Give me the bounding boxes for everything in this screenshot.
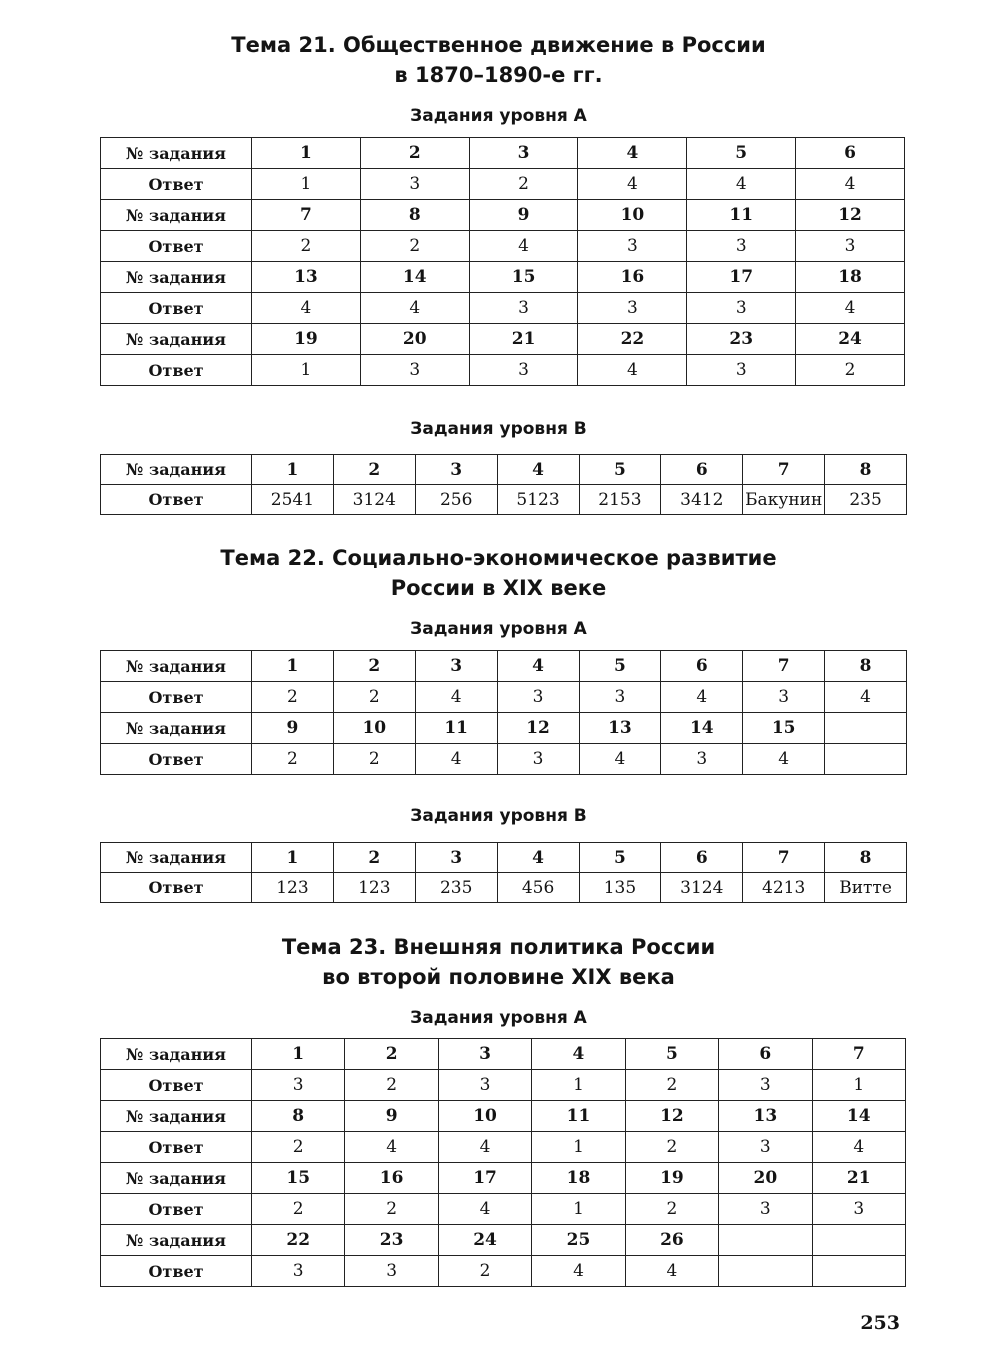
task-number-label: № задания — [101, 843, 252, 873]
answer-label: Ответ — [101, 744, 252, 775]
task-number-cell: 9 — [252, 713, 334, 744]
answer-cell: 4 — [796, 169, 905, 200]
task-number-cell: 12 — [625, 1101, 718, 1132]
task-number-cell: 15 — [469, 262, 578, 293]
answer-cell: 4 — [825, 682, 907, 713]
task-number-cell: 2 — [333, 843, 415, 873]
answer-cell: 3 — [719, 1132, 812, 1163]
answer-label: Ответ — [101, 485, 252, 515]
answer-label: Ответ — [101, 355, 252, 386]
task-number-cell: 2 — [333, 455, 415, 485]
answer-cell: 3 — [812, 1194, 905, 1225]
answer-cell: 2 — [360, 231, 469, 262]
task-number-row — [101, 1039, 906, 1070]
task-number-cell: 7 — [252, 200, 361, 231]
task-number-cell: 4 — [497, 651, 579, 682]
answer-cell: 2 — [333, 744, 415, 775]
topic-22-title-line2: России в XIX веке — [390, 576, 607, 600]
topic-23-level-a-table — [100, 1038, 906, 1287]
topic-22-level-b-title: Задания уровня В — [410, 806, 587, 826]
answer-cell: 3 — [497, 682, 579, 713]
answer-row — [101, 1256, 906, 1287]
answer-row — [101, 169, 905, 200]
task-number-cell: 15 — [743, 713, 825, 744]
answer-row — [101, 1070, 906, 1101]
task-number-cell: 10 — [438, 1101, 531, 1132]
task-number-cell: 6 — [661, 455, 743, 485]
answer-cell: 3 — [469, 355, 578, 386]
task-number-cell: 4 — [532, 1039, 625, 1070]
answer-cell: 135 — [579, 873, 661, 903]
task-number-label: № задания — [101, 138, 252, 169]
answer-cell: 2153 — [579, 485, 661, 515]
answer-row — [101, 1132, 906, 1163]
task-number-label: № задания — [101, 1225, 252, 1256]
topic-23-title-line2: во второй половине XIX века — [322, 965, 675, 989]
answer-cell: 3 — [252, 1256, 345, 1287]
answer-cell: 2 — [333, 682, 415, 713]
answer-cell: 3124 — [333, 485, 415, 515]
task-number-cell: 3 — [415, 651, 497, 682]
answer-label: Ответ — [101, 682, 252, 713]
task-number-cell: 1 — [252, 1039, 345, 1070]
task-number-cell: 2 — [333, 651, 415, 682]
page-number: 253 — [860, 1312, 900, 1334]
task-number-label: № задания — [101, 324, 252, 355]
answer-cell: 123 — [333, 873, 415, 903]
topic-21-title-line2: в 1870–1890-е гг. — [394, 63, 603, 87]
topic-22-level-a-title: Задания уровня А — [410, 619, 587, 639]
answer-row — [101, 293, 905, 324]
answer-cell: 4 — [743, 744, 825, 775]
topic-22-level-b-table — [100, 842, 907, 903]
task-number-cell: 7 — [743, 455, 825, 485]
answer-cell: 3 — [252, 1070, 345, 1101]
task-number-row — [101, 324, 905, 355]
task-number-row — [101, 1225, 906, 1256]
answer-cell: 3 — [719, 1070, 812, 1101]
task-number-label: № задания — [101, 1039, 252, 1070]
answer-cell: 3 — [743, 682, 825, 713]
answer-cell: 256 — [415, 485, 497, 515]
task-number-cell: 6 — [796, 138, 905, 169]
task-number-row — [101, 651, 907, 682]
task-number-cell: 4 — [578, 138, 687, 169]
task-number-cell: 5 — [579, 651, 661, 682]
answer-cell: 3 — [687, 355, 796, 386]
task-number-cell: 18 — [532, 1163, 625, 1194]
answer-cell: 3 — [469, 293, 578, 324]
task-number-cell: 8 — [825, 843, 907, 873]
task-number-cell: 15 — [252, 1163, 345, 1194]
answer-cell: 4 — [532, 1256, 625, 1287]
task-number-cell: 14 — [812, 1101, 905, 1132]
answer-cell: 1 — [532, 1194, 625, 1225]
answer-cell: 2 — [345, 1194, 438, 1225]
task-number-cell: 18 — [796, 262, 905, 293]
answer-label: Ответ — [101, 1070, 252, 1101]
answer-cell: 2 — [796, 355, 905, 386]
task-number-cell: 4 — [497, 843, 579, 873]
task-number-cell: 5 — [687, 138, 796, 169]
topic-23-title-line1: Тема 23. Внешняя политика России — [281, 935, 716, 959]
answer-cell: 3 — [687, 293, 796, 324]
task-number-cell: 16 — [345, 1163, 438, 1194]
answer-cell: 2541 — [252, 485, 334, 515]
answer-cell: 3 — [360, 355, 469, 386]
answer-cell: 2 — [252, 231, 361, 262]
answer-cell: 2 — [252, 682, 334, 713]
answer-cell: 4 — [578, 169, 687, 200]
task-number-cell: 17 — [687, 262, 796, 293]
answer-cell: 4 — [796, 293, 905, 324]
answer-cell: 3 — [578, 231, 687, 262]
answer-row — [101, 1194, 906, 1225]
task-number-cell: 11 — [532, 1101, 625, 1132]
answer-cell — [812, 1256, 905, 1287]
task-number-cell: 2 — [345, 1039, 438, 1070]
answer-cell: 2 — [252, 744, 334, 775]
task-number-cell: 6 — [661, 843, 743, 873]
task-number-cell: 16 — [578, 262, 687, 293]
topic-21-title — [0, 30, 997, 90]
task-number-cell: 3 — [415, 843, 497, 873]
answer-cell: 2 — [252, 1132, 345, 1163]
task-number-cell: 9 — [469, 200, 578, 231]
answer-cell: 2 — [345, 1070, 438, 1101]
topic-21-level-a-title: Задания уровня А — [410, 106, 587, 126]
task-number-cell: 8 — [360, 200, 469, 231]
answer-cell: 1 — [812, 1070, 905, 1101]
task-number-cell: 3 — [415, 455, 497, 485]
task-number-cell: 10 — [333, 713, 415, 744]
task-number-cell: 8 — [825, 455, 907, 485]
topic-22-title — [0, 543, 997, 603]
task-number-cell: 8 — [252, 1101, 345, 1132]
task-number-cell: 5 — [625, 1039, 718, 1070]
answer-cell: 1 — [252, 355, 361, 386]
task-number-cell: 25 — [532, 1225, 625, 1256]
task-number-cell: 5 — [579, 455, 661, 485]
task-number-cell: 2 — [360, 138, 469, 169]
task-number-cell: 24 — [796, 324, 905, 355]
task-number-cell: 26 — [625, 1225, 718, 1256]
task-number-cell: 23 — [345, 1225, 438, 1256]
answer-cell: 3 — [438, 1070, 531, 1101]
task-number-cell: 5 — [579, 843, 661, 873]
answer-cell: 1 — [532, 1132, 625, 1163]
answer-cell: 4 — [625, 1256, 718, 1287]
task-number-cell: 11 — [415, 713, 497, 744]
task-number-label: № задания — [101, 455, 252, 485]
task-number-cell: 21 — [469, 324, 578, 355]
task-number-cell: 24 — [438, 1225, 531, 1256]
task-number-cell: 3 — [469, 138, 578, 169]
task-number-cell: 13 — [252, 262, 361, 293]
answer-label: Ответ — [101, 873, 252, 903]
answer-cell: 3 — [360, 169, 469, 200]
answer-cell: 456 — [497, 873, 579, 903]
answer-cell: 4213 — [743, 873, 825, 903]
answer-cell: 3 — [796, 231, 905, 262]
task-number-cell: 11 — [687, 200, 796, 231]
task-number-cell: 7 — [812, 1039, 905, 1070]
topic-21-level-b-title: Задания уровня В — [410, 419, 587, 439]
answer-cell: 1 — [532, 1070, 625, 1101]
answer-label: Ответ — [101, 169, 252, 200]
task-number-cell: 10 — [578, 200, 687, 231]
task-number-label: № задания — [101, 200, 252, 231]
answer-cell: 4 — [812, 1132, 905, 1163]
task-number-row — [101, 843, 907, 873]
task-number-row — [101, 1101, 906, 1132]
task-number-cell: 14 — [360, 262, 469, 293]
topic-22-level-a-table — [100, 650, 907, 775]
task-number-cell: 21 — [812, 1163, 905, 1194]
task-number-cell: 12 — [796, 200, 905, 231]
answer-cell — [719, 1256, 812, 1287]
task-number-cell: 12 — [497, 713, 579, 744]
answer-cell: 4 — [661, 682, 743, 713]
answer-cell: 3 — [719, 1194, 812, 1225]
task-number-cell: 22 — [252, 1225, 345, 1256]
answer-row — [101, 744, 907, 775]
answer-label: Ответ — [101, 1256, 252, 1287]
answer-cell — [825, 744, 907, 775]
task-number-cell — [719, 1225, 812, 1256]
answer-cell: 235 — [825, 485, 907, 515]
task-number-cell — [825, 713, 907, 744]
topic-21-title-line1: Тема 21. Общественное движение в России — [231, 33, 766, 57]
task-number-cell: 23 — [687, 324, 796, 355]
answer-cell: 3 — [497, 744, 579, 775]
answer-cell: 4 — [438, 1132, 531, 1163]
task-number-label: № задания — [101, 651, 252, 682]
answer-cell: 3 — [345, 1256, 438, 1287]
task-number-row — [101, 455, 907, 485]
answer-cell: 4 — [415, 682, 497, 713]
task-number-cell: 1 — [252, 651, 334, 682]
task-number-row — [101, 262, 905, 293]
answer-cell: 4 — [579, 744, 661, 775]
answer-cell: 4 — [252, 293, 361, 324]
answer-cell: 2 — [625, 1070, 718, 1101]
answer-cell: 1 — [252, 169, 361, 200]
answer-cell: 3 — [579, 682, 661, 713]
answer-label: Ответ — [101, 1194, 252, 1225]
answer-cell: 235 — [415, 873, 497, 903]
task-number-label: № задания — [101, 713, 252, 744]
task-number-label: № задания — [101, 1101, 252, 1132]
task-number-cell: 9 — [345, 1101, 438, 1132]
topic-23-level-a-title: Задания уровня А — [410, 1008, 587, 1028]
answer-cell: 123 — [252, 873, 334, 903]
task-number-cell — [812, 1225, 905, 1256]
answer-cell: 3 — [687, 231, 796, 262]
answer-cell: 3124 — [661, 873, 743, 903]
task-number-cell: 19 — [625, 1163, 718, 1194]
topic-21-level-b-table — [100, 454, 907, 515]
answer-cell: 4 — [438, 1194, 531, 1225]
answer-cell: 2 — [252, 1194, 345, 1225]
task-number-row — [101, 138, 905, 169]
answer-row — [101, 355, 905, 386]
answer-cell: 3412 — [661, 485, 743, 515]
answer-cell: 2 — [625, 1194, 718, 1225]
task-number-cell: 14 — [661, 713, 743, 744]
answer-row — [101, 231, 905, 262]
task-number-cell: 20 — [719, 1163, 812, 1194]
task-number-cell: 6 — [719, 1039, 812, 1070]
answer-row — [101, 873, 907, 903]
answer-row — [101, 485, 907, 515]
topic-21-level-a-table — [100, 137, 905, 386]
answer-cell: 4 — [345, 1132, 438, 1163]
answer-cell: 4 — [415, 744, 497, 775]
answer-cell: 4 — [360, 293, 469, 324]
task-number-cell: 13 — [719, 1101, 812, 1132]
task-number-cell: 7 — [743, 843, 825, 873]
task-number-cell: 1 — [252, 138, 361, 169]
task-number-cell: 22 — [578, 324, 687, 355]
task-number-row — [101, 713, 907, 744]
answer-cell: 2 — [625, 1132, 718, 1163]
task-number-cell: 7 — [743, 651, 825, 682]
task-number-cell: 8 — [825, 651, 907, 682]
answer-cell: 4 — [687, 169, 796, 200]
task-number-label: № задания — [101, 1163, 252, 1194]
topic-22-title-line1: Тема 22. Социально-экономическое развитие — [220, 546, 777, 570]
answer-cell: Бакунин — [743, 485, 825, 515]
task-number-row — [101, 1163, 906, 1194]
task-number-cell: 4 — [497, 455, 579, 485]
answer-cell: 4 — [469, 231, 578, 262]
task-number-cell: 1 — [252, 455, 334, 485]
answer-cell: 4 — [578, 355, 687, 386]
task-number-cell: 1 — [252, 843, 334, 873]
answer-cell: 5123 — [497, 485, 579, 515]
task-number-cell: 19 — [252, 324, 361, 355]
answer-label: Ответ — [101, 1132, 252, 1163]
answer-row — [101, 682, 907, 713]
answer-cell: Витте — [825, 873, 907, 903]
answer-cell: 3 — [661, 744, 743, 775]
task-number-cell: 6 — [661, 651, 743, 682]
answer-label: Ответ — [101, 293, 252, 324]
task-number-label: № задания — [101, 262, 252, 293]
answer-cell: 2 — [438, 1256, 531, 1287]
answer-cell: 2 — [469, 169, 578, 200]
task-number-cell: 17 — [438, 1163, 531, 1194]
topic-23-title — [0, 932, 997, 992]
task-number-cell: 13 — [579, 713, 661, 744]
answer-label: Ответ — [101, 231, 252, 262]
task-number-row — [101, 200, 905, 231]
answer-cell: 3 — [578, 293, 687, 324]
task-number-cell: 3 — [438, 1039, 531, 1070]
task-number-cell: 20 — [360, 324, 469, 355]
